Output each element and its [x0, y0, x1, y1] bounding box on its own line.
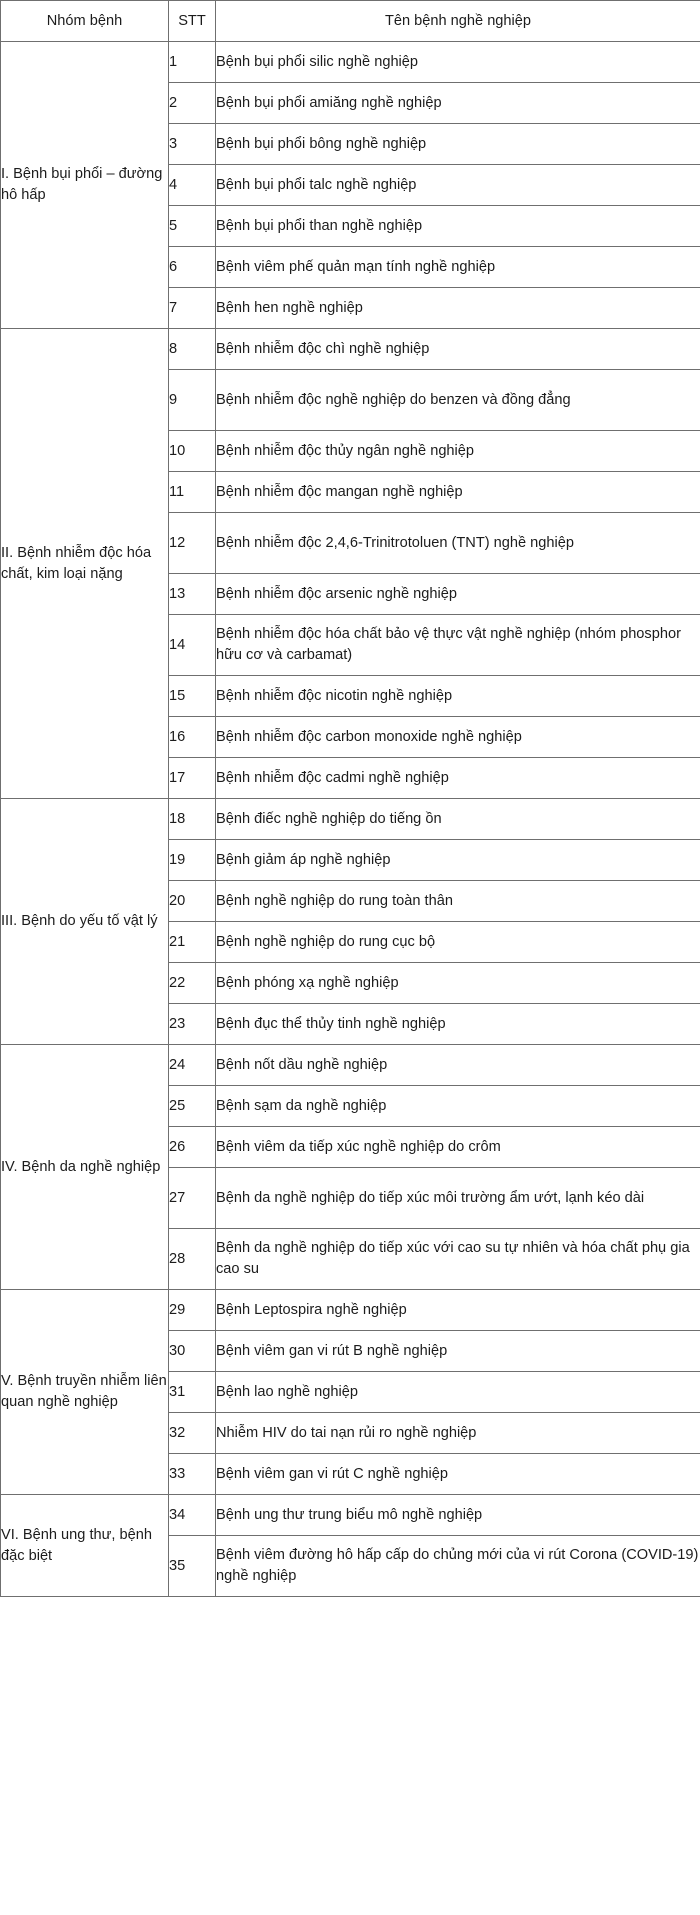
disease-name: Bệnh nhiễm độc carbon monoxide nghề nghiệp	[216, 717, 700, 758]
row-number: 20	[169, 881, 216, 922]
row-number: 22	[169, 963, 216, 1004]
disease-name: Bệnh nhiễm độc thủy ngân nghề nghiệp	[216, 431, 700, 472]
row-number: 7	[169, 288, 216, 329]
row-number: 33	[169, 1454, 216, 1495]
row-number: 5	[169, 206, 216, 247]
column-header-group: Nhóm bệnh	[1, 1, 169, 42]
row-number: 17	[169, 758, 216, 799]
disease-group-label: I. Bệnh bụi phổi – đường hô hấp	[1, 42, 169, 329]
row-number: 28	[169, 1229, 216, 1290]
disease-name: Bệnh phóng xạ nghề nghiệp	[216, 963, 700, 1004]
disease-name: Bệnh nhiễm độc nghề nghiệp do benzen và đồng đẳng	[216, 370, 700, 431]
disease-name: Bệnh hen nghề nghiệp	[216, 288, 700, 329]
row-number: 30	[169, 1331, 216, 1372]
disease-name: Bệnh nhiễm độc cadmi nghề nghiệp	[216, 758, 700, 799]
disease-group-label: III. Bệnh do yếu tố vật lý	[1, 799, 169, 1045]
disease-group-label: V. Bệnh truyền nhiễm liên quan nghề nghiệp	[1, 1290, 169, 1495]
row-number: 34	[169, 1495, 216, 1536]
disease-name: Bệnh bụi phổi talc nghề nghiệp	[216, 165, 700, 206]
row-number: 11	[169, 472, 216, 513]
row-number: 14	[169, 615, 216, 676]
disease-name: Bệnh bụi phổi bông nghề nghiệp	[216, 124, 700, 165]
disease-name: Bệnh lao nghề nghiệp	[216, 1372, 700, 1413]
row-number: 31	[169, 1372, 216, 1413]
row-number: 23	[169, 1004, 216, 1045]
disease-name: Bệnh viêm da tiếp xúc nghề nghiệp do crôm	[216, 1127, 700, 1168]
row-number: 15	[169, 676, 216, 717]
row-number: 10	[169, 431, 216, 472]
disease-name: Bệnh nhiễm độc chì nghề nghiệp	[216, 329, 700, 370]
row-number: 19	[169, 840, 216, 881]
row-number: 24	[169, 1045, 216, 1086]
disease-name: Bệnh bụi phổi amiăng nghề nghiệp	[216, 83, 700, 124]
disease-name: Bệnh viêm đường hô hấp cấp do chủng mới của vi rút Corona (COVID-19) nghề nghiệp	[216, 1536, 700, 1597]
disease-name: Bệnh nhiễm độc mangan nghề nghiệp	[216, 472, 700, 513]
row-number: 35	[169, 1536, 216, 1597]
disease-name: Bệnh nghề nghiệp do rung cục bộ	[216, 922, 700, 963]
disease-name: Nhiễm HIV do tai nạn rủi ro nghề nghiệp	[216, 1413, 700, 1454]
disease-name: Bệnh điếc nghề nghiệp do tiếng ồn	[216, 799, 700, 840]
row-number: 25	[169, 1086, 216, 1127]
row-number: 16	[169, 717, 216, 758]
disease-name: Bệnh viêm gan vi rút B nghề nghiệp	[216, 1331, 700, 1372]
disease-name: Bệnh viêm gan vi rút C nghề nghiệp	[216, 1454, 700, 1495]
row-number: 8	[169, 329, 216, 370]
disease-name: Bệnh da nghề nghiệp do tiếp xúc môi trường ẩm ướt, lạnh kéo dài	[216, 1168, 700, 1229]
disease-name: Bệnh đục thể thủy tinh nghề nghiệp	[216, 1004, 700, 1045]
row-number: 4	[169, 165, 216, 206]
disease-name: Bệnh da nghề nghiệp do tiếp xúc với cao su tự nhiên và hóa chất phụ gia cao su	[216, 1229, 700, 1290]
disease-group-label: VI. Bệnh ung thư, bệnh đặc biệt	[1, 1495, 169, 1597]
disease-name: Bệnh bụi phổi than nghề nghiệp	[216, 206, 700, 247]
row-number: 9	[169, 370, 216, 431]
disease-name: Bệnh bụi phổi silic nghề nghiệp	[216, 42, 700, 83]
table-row	[1, 1495, 700, 1536]
table-row	[1, 329, 700, 370]
row-number: 2	[169, 83, 216, 124]
row-number: 32	[169, 1413, 216, 1454]
table-body	[1, 42, 700, 1597]
table-header	[1, 1, 700, 42]
column-header-name: Tên bệnh nghề nghiệp	[216, 1, 700, 42]
row-number: 1	[169, 42, 216, 83]
disease-group-label: II. Bệnh nhiễm độc hóa chất, kim loại nặng	[1, 329, 169, 799]
disease-name: Bệnh sạm da nghề nghiệp	[216, 1086, 700, 1127]
row-number: 26	[169, 1127, 216, 1168]
disease-name: Bệnh Leptospira nghề nghiệp	[216, 1290, 700, 1331]
disease-name: Bệnh nghề nghiệp do rung toàn thân	[216, 881, 700, 922]
row-number: 18	[169, 799, 216, 840]
disease-name: Bệnh nốt dầu nghề nghiệp	[216, 1045, 700, 1086]
table-row	[1, 799, 700, 840]
row-number: 3	[169, 124, 216, 165]
row-number: 12	[169, 513, 216, 574]
table-row	[1, 42, 700, 83]
row-number: 13	[169, 574, 216, 615]
disease-name: Bệnh nhiễm độc nicotin nghề nghiệp	[216, 676, 700, 717]
disease-name: Bệnh nhiễm độc arsenic nghề nghiệp	[216, 574, 700, 615]
disease-name: Bệnh nhiễm độc 2,4,6-Trinitrotoluen (TNT) nghề nghiệp	[216, 513, 700, 574]
header-row	[1, 1, 700, 42]
disease-group-label: IV. Bệnh da nghề nghiệp	[1, 1045, 169, 1290]
disease-name: Bệnh viêm phế quản mạn tính nghề nghiệp	[216, 247, 700, 288]
disease-name: Bệnh ung thư trung biểu mô nghề nghiệp	[216, 1495, 700, 1536]
column-header-stt: STT	[169, 1, 216, 42]
table-row	[1, 1045, 700, 1086]
row-number: 27	[169, 1168, 216, 1229]
row-number: 29	[169, 1290, 216, 1331]
disease-name: Bệnh nhiễm độc hóa chất bảo vệ thực vật nghề nghiệp (nhóm phosphor hữu cơ và carbamat)	[216, 615, 700, 676]
table-row	[1, 1290, 700, 1331]
disease-name: Bệnh giảm áp nghề nghiệp	[216, 840, 700, 881]
row-number: 21	[169, 922, 216, 963]
row-number: 6	[169, 247, 216, 288]
